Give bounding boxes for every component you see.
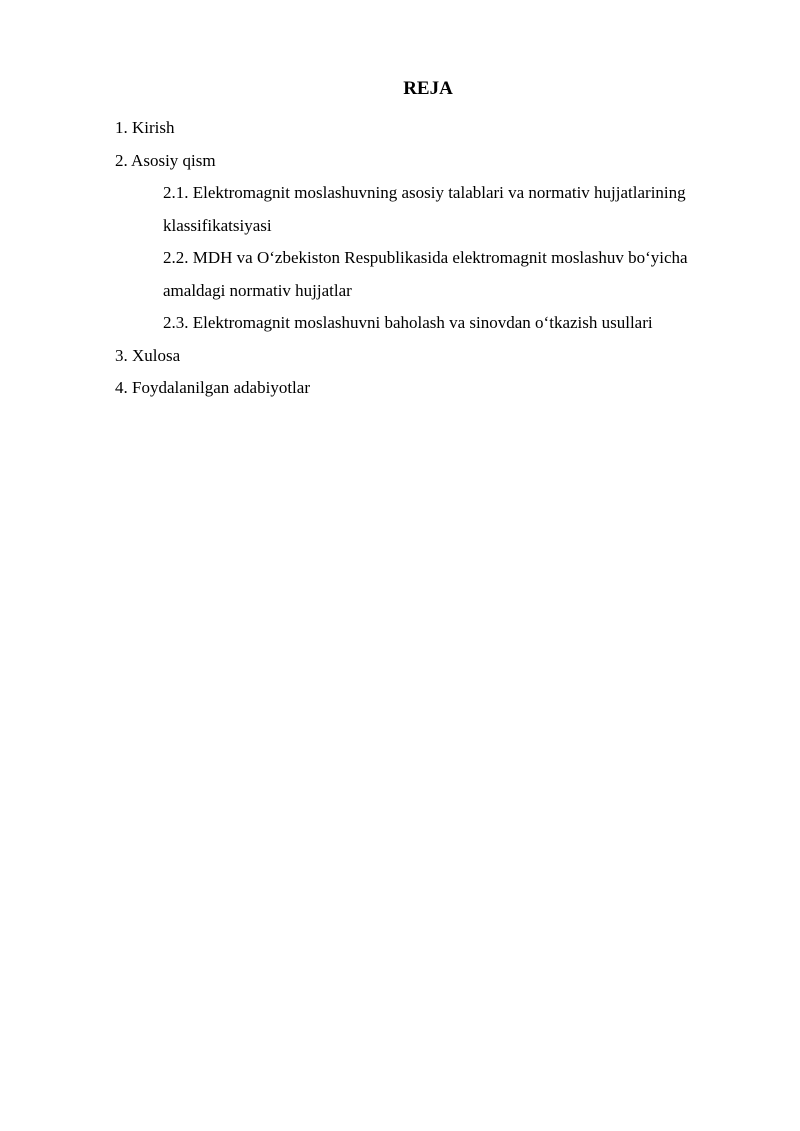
toc-subitem-2-2: 2.2. MDH va O‘zbekiston Respublikasida elektromagnit moslashuv bo‘yicha amaldagi normativ hujjatlar bbox=[163, 248, 688, 300]
toc-item-label: 3. Xulosa bbox=[115, 345, 181, 365]
toc-subitem-2-1: 2.1. Elektromagnit moslashuvning asosiy talablari va normativ hujjatlarining klassifikatsiyasi bbox=[163, 183, 686, 235]
page-title: REJA bbox=[403, 78, 453, 99]
toc-item-introduction bbox=[115, 112, 755, 145]
table-of-contents bbox=[115, 112, 755, 405]
toc-item-label: 2. Asosiy qism bbox=[115, 150, 216, 170]
toc-item-main-part bbox=[115, 145, 755, 340]
toc-item-label: 1. Kirish bbox=[115, 118, 175, 137]
toc-item-references bbox=[115, 372, 755, 405]
toc-subitem-2-3: 2.3. Elektromagnit moslashuvni baholash va sinovdan o‘tkazish usullari bbox=[163, 313, 653, 332]
toc-subsection-list bbox=[115, 177, 755, 340]
toc-item-label: 4. Foydalanilgan adabiyotlar bbox=[115, 378, 310, 397]
toc-item-conclusion bbox=[115, 340, 755, 373]
